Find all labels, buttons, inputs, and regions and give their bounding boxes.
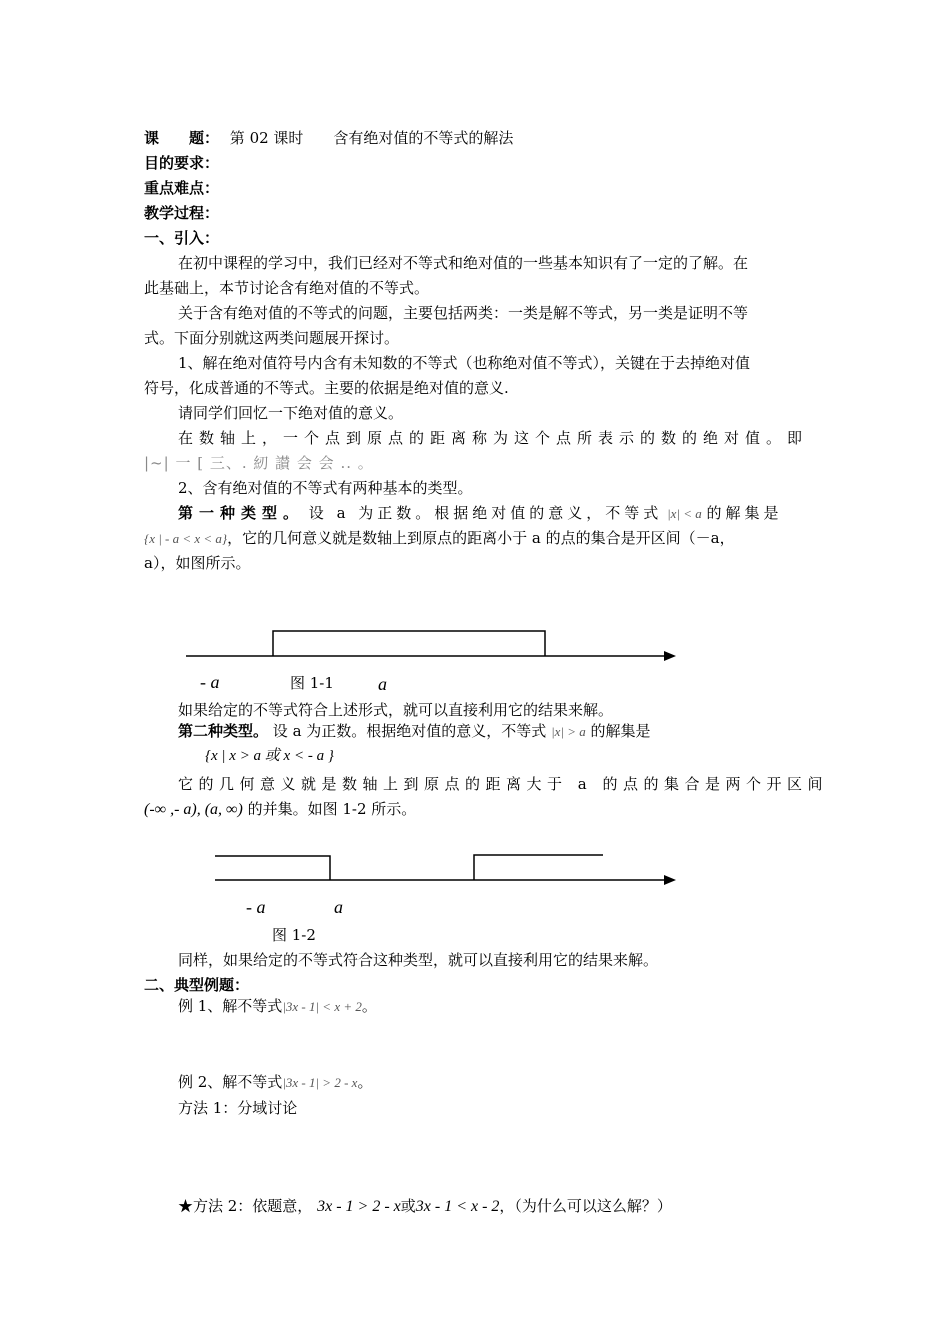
fig2-neg-a-label: - a bbox=[246, 897, 266, 917]
course-label: 课 题： bbox=[144, 129, 220, 147]
type1-text-a: 设 a 为正数。根据绝对值的意义，不等式 bbox=[308, 504, 663, 522]
ex1-end: 。 bbox=[361, 997, 377, 1015]
type1-line1 bbox=[178, 503, 783, 524]
type2-text-b: 的解集是 bbox=[590, 722, 651, 740]
interval-left bbox=[215, 856, 330, 880]
type2-text-c: 它的几何意义就是数轴上到原点的距离大于 a 的点的集合是两个开区间 bbox=[178, 775, 828, 793]
fig1-neg-a-label: - a bbox=[200, 672, 220, 692]
type1-label: 第一种类型。 bbox=[178, 504, 305, 522]
section2-title: 二、典型例题： bbox=[144, 976, 250, 994]
ex1-label: 例 1、解不等式 bbox=[178, 997, 283, 1015]
type2-text-a: 设 a 为正数。根据绝对值的意义，不等式 bbox=[272, 722, 547, 740]
method1: 方法 1：分域讨论 bbox=[178, 1099, 298, 1117]
interval-right bbox=[474, 855, 603, 880]
method2-or: 或 bbox=[400, 1197, 416, 1215]
paragraph: 此基础上，本节讨论含有绝对值的不等式。 bbox=[144, 279, 430, 297]
ex1-math: |3x - 1| < x + 2 bbox=[282, 999, 362, 1014]
type2-ineq: |x| > a bbox=[551, 724, 586, 739]
type2-intervals: (-∞ ,- a), (a, ∞) bbox=[144, 801, 243, 818]
type1-set: {x | - a < x < a} bbox=[144, 531, 228, 546]
type1-line2 bbox=[144, 528, 735, 549]
paragraph: 关于含有绝对值的不等式的问题，主要包括两类：一类是解不等式，另一类是证明不等 bbox=[178, 304, 749, 322]
type2-line1 bbox=[178, 721, 651, 742]
arrow-head-2 bbox=[664, 875, 676, 885]
ex2-end: 。 bbox=[357, 1073, 373, 1091]
type1-text-c: ，它的几何意义就是数轴上到原点的距离小于 a 的点的集合是开区间（－a， bbox=[227, 529, 735, 547]
fig1-caption: 图 1-1 bbox=[290, 674, 334, 692]
fig2-caption: 图 1-2 bbox=[272, 926, 316, 944]
paragraph: 2、含有绝对值的不等式有两种基本的类型。 bbox=[178, 479, 473, 497]
ex2-math: |3x - 1| > 2 - x bbox=[282, 1075, 358, 1090]
method2 bbox=[178, 1196, 672, 1217]
type2-after: 同样，如果给定的不等式符合这种类型，就可以直接利用它的结果来解。 bbox=[178, 951, 659, 969]
paragraph: 符号，化成普通的不等式。主要的依据是绝对值的意义. bbox=[144, 379, 509, 397]
example2 bbox=[178, 1072, 372, 1093]
key-label: 重点难点： bbox=[144, 179, 220, 197]
type1-ineq: |x| < a bbox=[667, 506, 702, 521]
type2-label: 第二种类型。 bbox=[178, 722, 269, 740]
type1-text-b: 的解集是 bbox=[706, 504, 783, 522]
paragraph: 1、解在绝对值符号内含有未知数的不等式（也称绝对值不等式），关键在于去掉绝对值 bbox=[178, 354, 751, 372]
ex2-label: 例 2、解不等式 bbox=[178, 1073, 283, 1091]
paragraph: 式。下面分别就这两类问题展开探讨。 bbox=[144, 329, 400, 347]
goal-label: 目的要求： bbox=[144, 154, 220, 172]
method2-math2: 3x - 1 < x - 2 bbox=[415, 1198, 500, 1215]
interval-bracket-1 bbox=[273, 631, 545, 656]
method2-end: ，（为什么可以这么解？） bbox=[499, 1197, 672, 1215]
type1-text-d: a），如图所示。 bbox=[144, 554, 251, 572]
fig1-a-label: a bbox=[378, 674, 387, 694]
type2-line4 bbox=[144, 799, 416, 820]
fig2-a-label: a bbox=[334, 897, 343, 917]
paragraph: 在数轴上，一个点到原点的距离称为这个点所表示的数的绝对值。即 bbox=[178, 429, 809, 447]
example1 bbox=[178, 996, 377, 1017]
paragraph: 在初中课程的学习中，我们已经对不等式和绝对值的一些基本知识有了一定的了解。在 bbox=[178, 254, 749, 272]
type1-after: 如果给定的不等式符合上述形式，就可以直接利用它的结果来解。 bbox=[178, 701, 614, 719]
garbled-formula: |~| 一 [ 三、. 紉 讃 会 会 .. 。 bbox=[144, 454, 374, 472]
process-label: 教学过程： bbox=[144, 204, 220, 222]
course-row bbox=[144, 128, 513, 148]
type2-text-d: 的并集。如图 1-2 所示。 bbox=[247, 800, 417, 818]
course-value: 第 02 课时 含有绝对值的不等式的解法 bbox=[229, 129, 514, 147]
method2-label: ★方法 2：依题意， bbox=[178, 1197, 313, 1215]
type2-set: {x | x > a 或 x < - a } bbox=[205, 748, 334, 764]
arrow-head-1 bbox=[664, 651, 676, 661]
section1-title: 一、引入： bbox=[144, 229, 220, 247]
method2-math1: 3x - 1 > 2 - x bbox=[317, 1198, 401, 1215]
paragraph: 请同学们回忆一下绝对值的意义。 bbox=[178, 404, 404, 422]
